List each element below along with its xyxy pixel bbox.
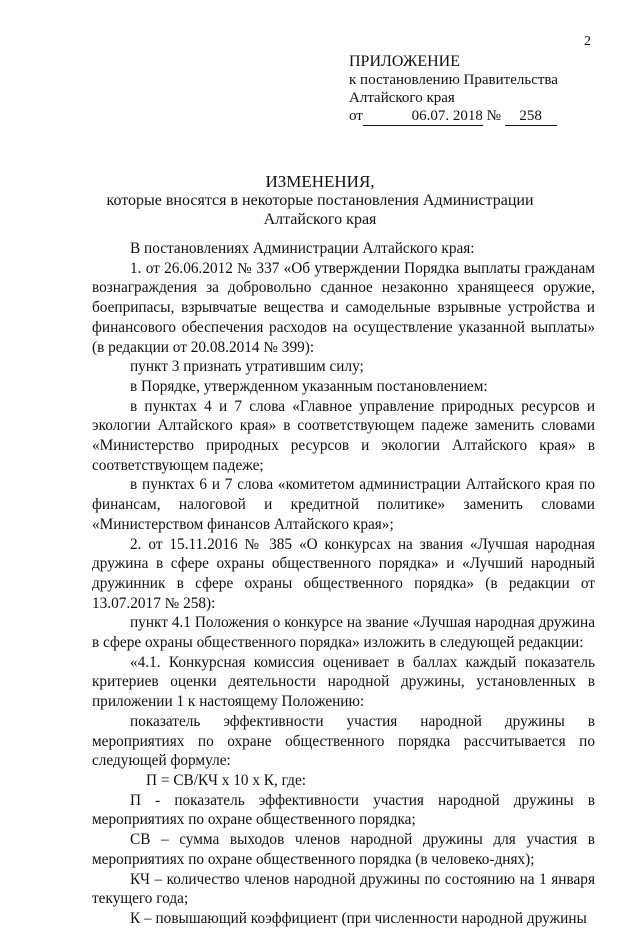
paragraph: в Порядке, утвержденном указанным постановлением: bbox=[130, 377, 488, 395]
appendix-line-2: Алтайского края bbox=[349, 90, 455, 106]
paragraph: 1. от 26.06.2012 № 337 «Об утверждении Порядка выплаты гражданам вознаграждения за добровольно сданное незаконно хранящееся оружие, боеприпасы, взрывчатые вещества и самодельные взрывные устройства и финансового обеспечения расходов на осуществление указанной выплаты» (в редакции от 20.08.2014 № 399): bbox=[92, 259, 595, 356]
page-number: 2 bbox=[584, 34, 591, 49]
formula: П = СВ/КЧ х 10 х К, где: bbox=[146, 771, 306, 789]
order-number: 258 bbox=[505, 107, 557, 126]
from-label: от bbox=[349, 108, 363, 124]
paragraph: пункт 4.1 Положения о конкурсе на звание «Лучшая народная дружина в сфере охраны общественного порядка» изложить в следующей редакции: bbox=[92, 614, 595, 652]
appendix-block bbox=[349, 53, 558, 126]
document-title: ИЗМЕНЕНИЯ, bbox=[265, 172, 375, 191]
document-heading bbox=[0, 172, 640, 229]
paragraph: «4.1. Конкурсная комиссия оценивает в баллах каждый показатель критериев оценки деятельности народной дружины, установленных в приложении 1 к настоящему Положению: bbox=[92, 653, 595, 711]
paragraph: 2. от 15.11.2016 № 385 «О конкурсах на звания «Лучшая народная дружина в сфере охраны общественного порядка» и «Лучший народный дружинник в сфере охраны общественного порядка» (в редакции от 13.07.2017 № 258): bbox=[92, 535, 595, 612]
appendix-order-line bbox=[349, 107, 558, 126]
paragraph: пункт 3 признать утратившим силу; bbox=[130, 358, 364, 376]
document-body bbox=[92, 239, 595, 929]
paragraph: в пунктах 4 и 7 слова «Главное управление природных ресурсов и экологии Алтайского края» в соответствующем падеже заменить словами «Министерство природных ресурсов и экологии Алтайского края» в соответствующем падеже; bbox=[92, 397, 595, 474]
document-subtitle-line-2: Алтайского края bbox=[263, 211, 377, 228]
appendix-title: ПРИЛОЖЕНИЕ bbox=[349, 53, 461, 70]
paragraph: КЧ – количество членов народной дружины по состоянию на 1 января текущего года; bbox=[92, 870, 595, 908]
order-date: 06.07. 2018 bbox=[363, 107, 483, 126]
appendix-line-1: к постановлению Правительства bbox=[349, 72, 558, 88]
paragraph: К – повышающий коэффициент (при численности народной дружины bbox=[130, 909, 587, 927]
number-label: № bbox=[486, 108, 501, 124]
document-subtitle-line-1: которые вносятся в некоторые постановления Администрации bbox=[106, 192, 534, 209]
paragraph: В постановлениях Администрации Алтайского края: bbox=[130, 240, 475, 257]
paragraph: в пунктах 6 и 7 слова «комитетом администрации Алтайского края по финансам, налоговой и кредитной политике» заменить словами «Министерством финансов Алтайского края»; bbox=[92, 476, 595, 533]
paragraph: П - показатель эффективности участия народной дружины в мероприятиях по охране общественного порядка; bbox=[92, 791, 595, 829]
paragraph: показатель эффективности участия народной дружины в мероприятиях по охране общественного порядка рассчитывается по следующей формуле: bbox=[92, 712, 595, 770]
paragraph: СВ – сумма выходов членов народной дружины для участия в мероприятиях по охране общественного порядка (в человеко-днях); bbox=[92, 831, 595, 868]
